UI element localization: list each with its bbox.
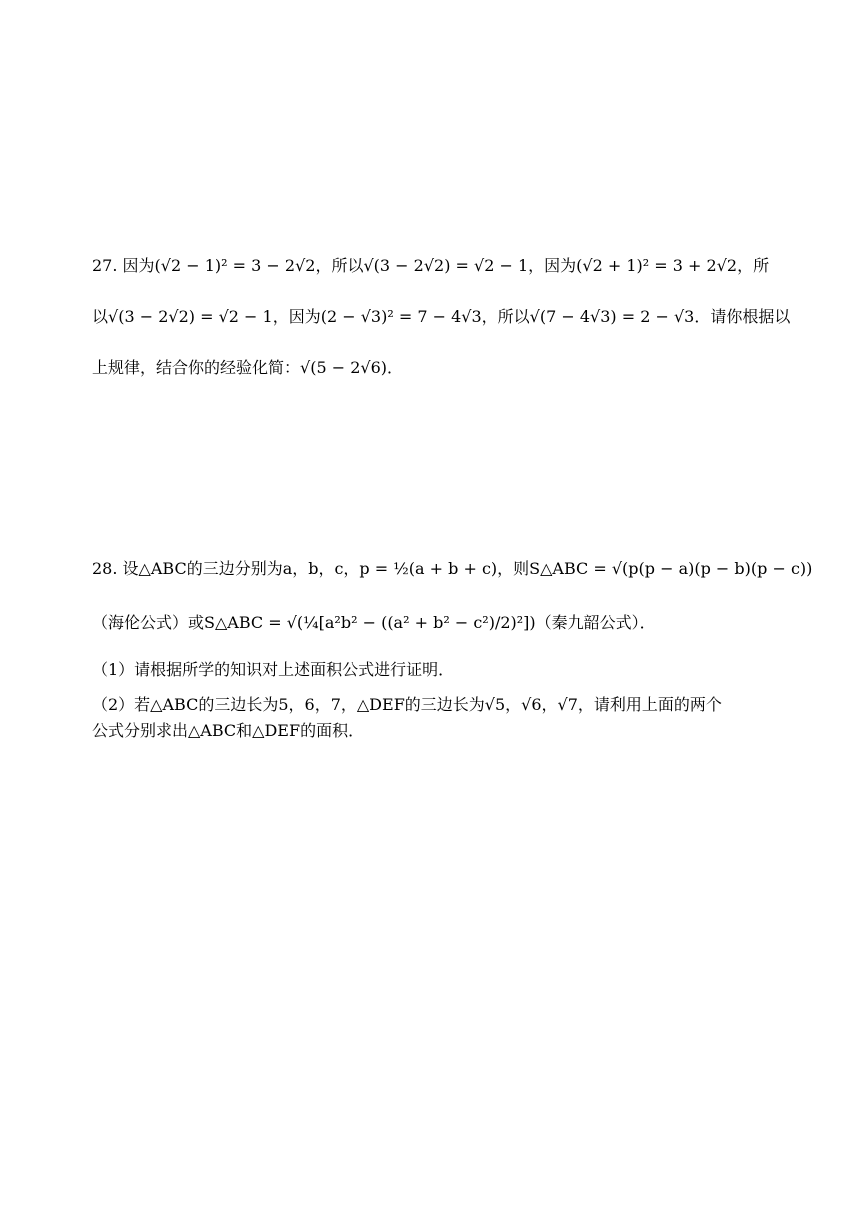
q28-line2: （海伦公式）或S△ABC = √(¼[a²b² − ((a² + b² − c²)/2)²])（秦九韶公式）． — [92, 613, 656, 632]
q28-part2-line2: 公式分别求出△ABC和△DEF的面积． — [92, 721, 365, 740]
q28-part1: （1）请根据所学的知识对上述面积公式进行证明． — [92, 660, 455, 679]
q28-line1: 28. 设△ABC的三边分别为a，b，c，p = ½(a + b + c)，则S△ABC = √(p(p − a)(p − b)(p − c)) — [92, 559, 813, 578]
q27-line3: 上规律，结合你的经验化简：√(5 − 2√6)． — [92, 358, 403, 377]
q27-line1: 27. 因为(√2 − 1)² = 3 − 2√2，所以√(3 − 2√2) = √2 − 1，因为(√2 + 1)² = 3 + 2√2，所 — [92, 256, 770, 275]
q27-line2: 以√(3 − 2√2) = √2 − 1，因为(2 − √3)² = 7 − 4√3，所以√(7 − 4√3) = 2 − √3．请你根据以 — [92, 307, 791, 326]
q28-part2-line1: （2）若△ABC的三边长为5，6，7，△DEF的三边长为√5，√6，√7，请利用上面的两个 — [92, 695, 722, 714]
